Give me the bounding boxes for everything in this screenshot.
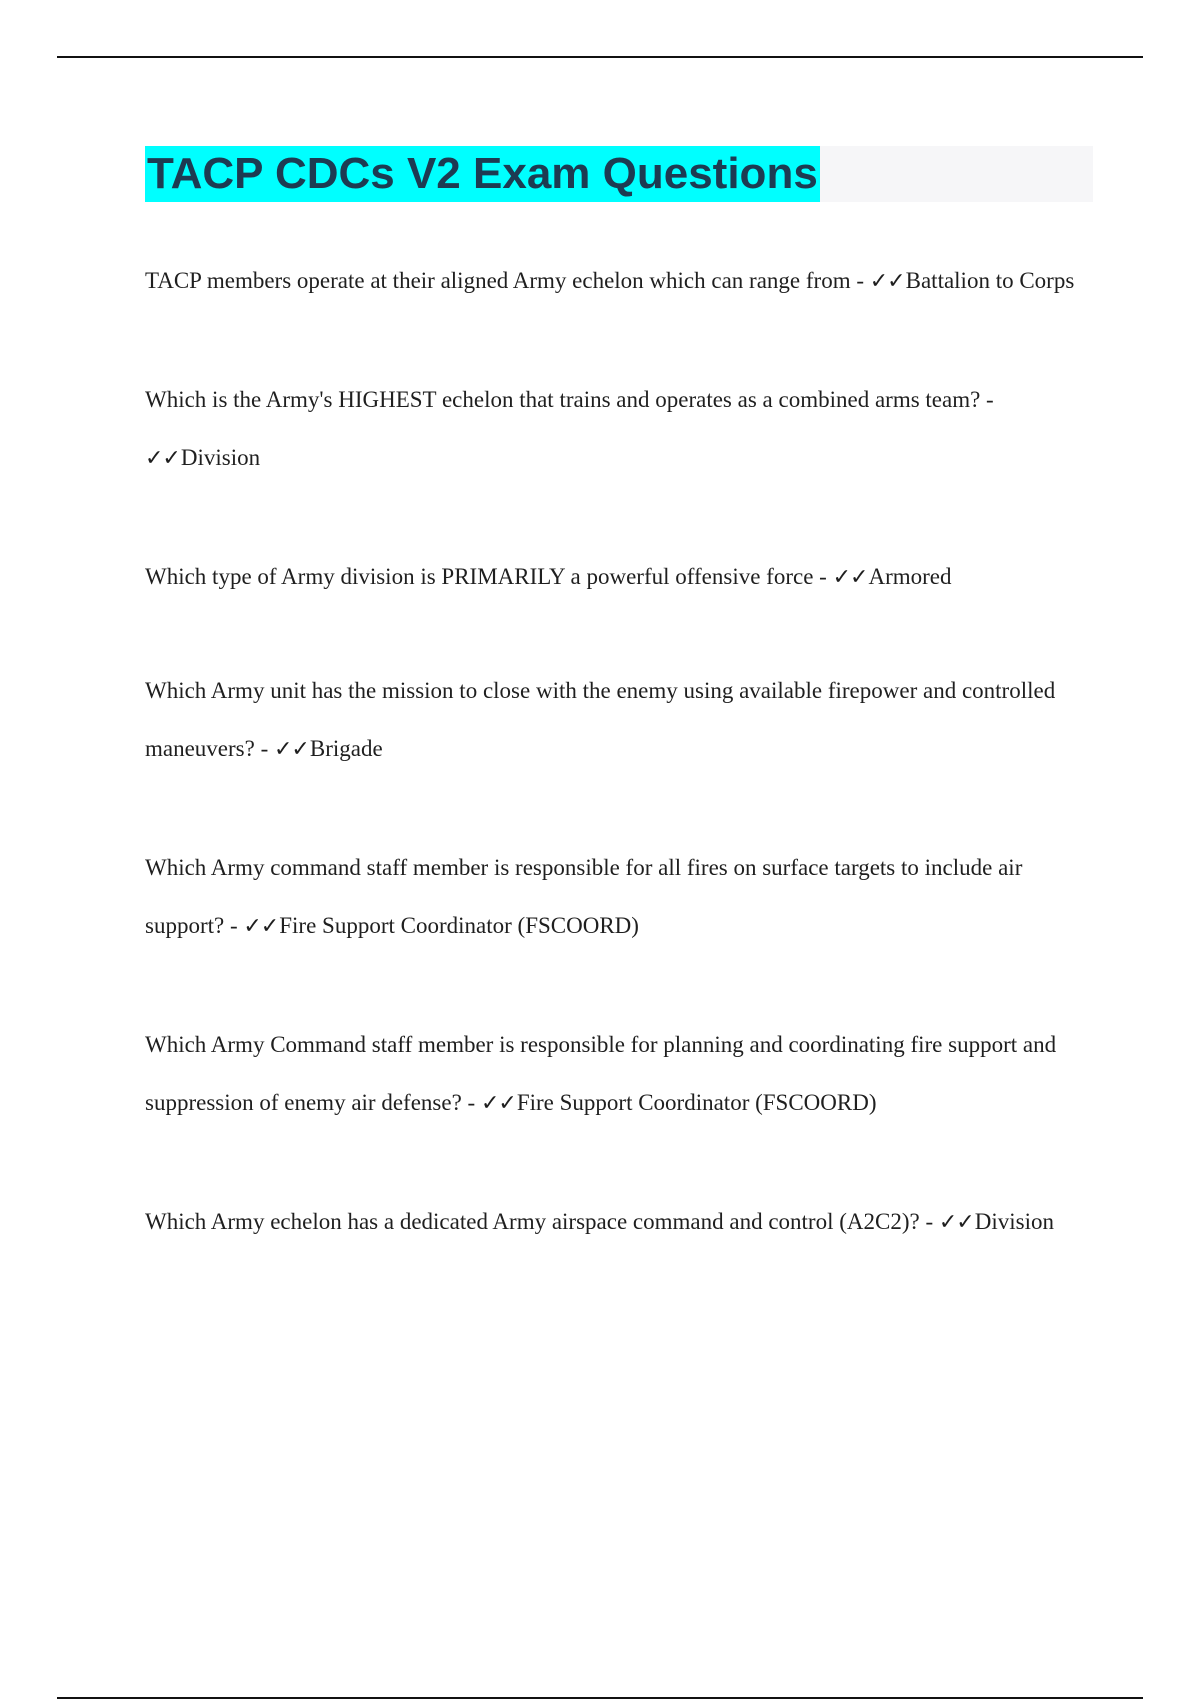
answer-text: Fire Support Coordinator (FSCOORD) xyxy=(516,1090,877,1115)
double-check-icon: ✓✓ xyxy=(480,1091,516,1116)
double-check-icon: ✓✓ xyxy=(938,1210,974,1235)
qa-item-3 xyxy=(145,548,1080,607)
double-check-icon: ✓✓ xyxy=(243,914,279,939)
question-text: Which Army unit has the mission to close with the enemy using available firepower and controlled maneuvers? - xyxy=(145,678,1056,761)
question-text: Which type of Army division is PRIMARILY a powerful offensive force - xyxy=(145,564,833,589)
answer-text: Division xyxy=(974,1209,1054,1234)
double-check-icon: ✓✓ xyxy=(145,446,180,471)
question-text: Which is the Army's HIGHEST echelon that trains and operates as a combined arms team? - xyxy=(145,387,994,412)
question-text: TACP members operate at their aligned Army echelon which can range from - xyxy=(145,268,870,293)
double-check-icon: ✓✓ xyxy=(869,269,905,294)
header-rule xyxy=(57,56,1143,58)
question-list xyxy=(145,252,1080,1312)
answer-text: Armored xyxy=(868,564,952,589)
answer-text: Brigade xyxy=(309,736,383,761)
answer-text: Battalion to Corps xyxy=(905,268,1075,293)
footer-rule xyxy=(57,1697,1143,1699)
answer-text: Fire Support Coordinator (FSCOORD) xyxy=(279,913,639,938)
question-text: Which Army command staff member is responsible for all fires on surface targets to include air support? - xyxy=(145,855,1023,938)
qa-item-1 xyxy=(145,252,1080,311)
document-title: TACP CDCs V2 Exam Questions xyxy=(145,146,820,202)
double-check-icon: ✓✓ xyxy=(832,565,868,590)
answer-text: Division xyxy=(180,445,261,470)
double-check-icon: ✓✓ xyxy=(274,737,309,762)
qa-item-5 xyxy=(145,839,1080,956)
qa-item-4 xyxy=(145,662,1080,779)
qa-item-2 xyxy=(145,371,1080,488)
qa-item-6 xyxy=(145,1016,1080,1133)
question-text: Which Army Command staff member is responsible for planning and coordinating fire support and suppression of enemy air defense? - xyxy=(145,1032,1057,1115)
question-text: Which Army echelon has a dedicated Army airspace command and control (A2C2)? - xyxy=(145,1209,939,1234)
qa-item-7 xyxy=(145,1193,1080,1252)
